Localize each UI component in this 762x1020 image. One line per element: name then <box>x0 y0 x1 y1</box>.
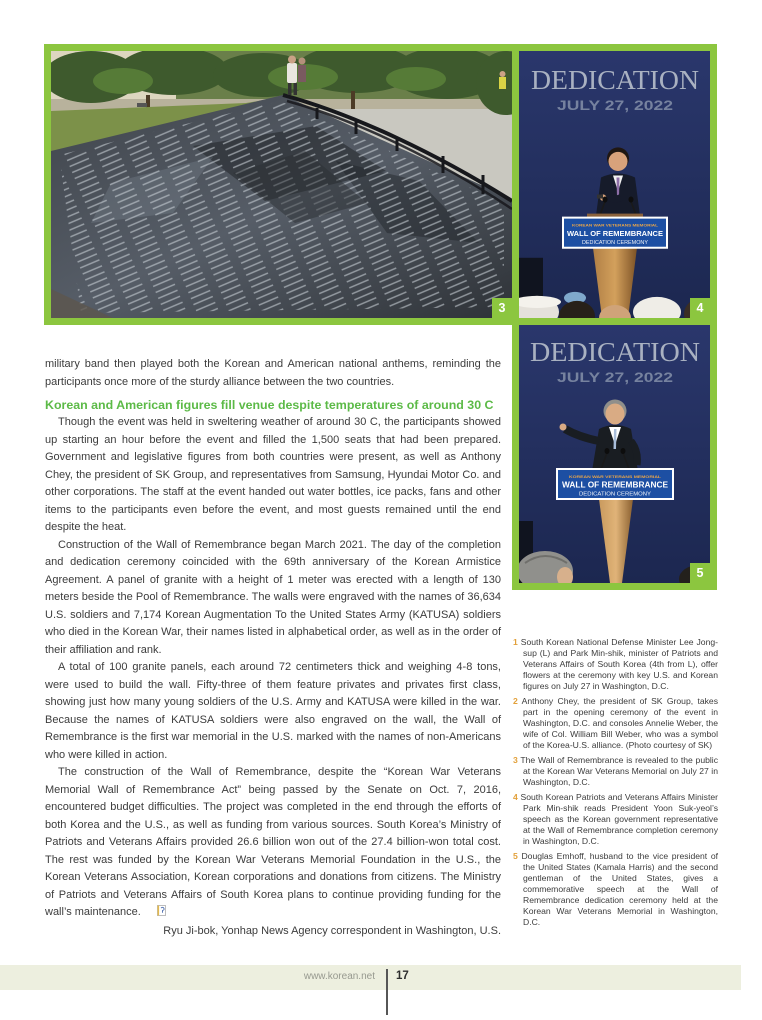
footer-page-number: 17 <box>396 970 409 982</box>
ceremony-photo-illustration <box>519 325 710 583</box>
article-paragraph-text: The construction of the Wall of Remembrance, despite the “Korean War Veterans Memorial Wall of Remembrance Act” being passed by the Senate on Oct. 7, 2016, encountered budget difficulties. The project was completed in the end through the efforts of both Korea and the U.S., as well as funding from various sources. South Korea’s Ministry of Patriots and Veterans Affairs provided 26.6 billion won out of the 27.4 billion-won total cost. The rest was funded by the Korean War Veterans Memorial Foundation in the U.S., the Korean Veterans Association, Korean corporations and donations from citizens. The Ministry of Patriots and Veterans Affairs of South Korea plans to continue providing funding for the wall’s maintenance. <box>45 766 501 918</box>
podium-sign-line3: DEDICATION CEREMONY <box>582 240 649 247</box>
article-paragraph: Though the event was held in sweltering weather of around 30 C, the participants showed up starting an hour before the event and filled the 1,500 seats that had been prepared. Government and legislative figures from both countries were present, as well as Anthony Chey, the president of SK Group, and representatives from Samsung, Hyundai Motor Co. and other corporations. The staff at the event handed out water bottles, ice packs, fans and other items to the participants even before the event, and most guests remained until the end despite the heat. <box>45 416 501 533</box>
photo-caption <box>513 637 718 692</box>
caption-number: 2 <box>513 696 518 706</box>
caption-text: South Korean Patriots and Veterans Affairs Minister Park Min-shik reads President Yoon Suk-yeol’s speech as the Korean government representative at the Wall of Remembrance completion ceremony in Washington, D.C. <box>520 792 719 846</box>
photo-number-badge: 5 <box>690 563 710 583</box>
footer-divider <box>386 969 388 1015</box>
article-paragraph: A total of 100 granite panels, each around 72 centimeters thick and weighing 4-8 tons, were used to build the wall. Fifty-three of them feature privates and privates first class, showing just how many young soldiers of the U.S. Army and KATUSA were killed in the war. Because the names of KATUSA soldiers were also engraved on the wall, the Wall of Remembrance is the first war memorial in the U.S. marked with the names of non-Americans who were killed in action. <box>45 661 501 761</box>
podium-sign-line1: KOREAN WAR VETERANS MEMORIAL <box>569 474 662 479</box>
photo-number-badge: 4 <box>690 298 710 318</box>
caption-text: Douglas Emhoff, husband to the vice president of the United States (Kamala Harris) and the second gentleman of the United States, gives a commemorative speech at the Wall of Remembrance dedication ceremony held at the Korean War Veterans Memorial in Washington, D.C. <box>521 851 718 927</box>
photo-caption <box>513 755 718 788</box>
photo-wall-of-remembrance <box>51 51 512 318</box>
backdrop-date-text: JULY 27, 2022 <box>557 369 674 385</box>
article-body <box>45 356 501 940</box>
photo-caption <box>513 696 718 751</box>
photo-captions-list <box>513 637 718 932</box>
caption-number: 3 <box>513 755 518 765</box>
caption-text: Anthony Chey, the president of SK Group, takes part in the opening ceremony of the event in Washington, D.C. and consoles Annelie Weber, the wife of Col. William Bill Weber, who was a symbol of the Korea-U.S. alliance. (Photo courtesy of SK) <box>521 696 718 750</box>
photo-grid-frame <box>44 44 717 325</box>
photo-number-badge: 3 <box>492 298 512 318</box>
caption-number: 1 <box>513 637 518 647</box>
podium-sign-line2: WALL OF REMEMBRANCE <box>567 229 663 239</box>
caption-number: 4 <box>513 792 518 802</box>
caption-text: The Wall of Remembrance is revealed to the public at the Korean War Veterans Memorial on July 27 in Washington, D.C. <box>520 755 718 787</box>
podium-sign-line1: KOREAN WAR VETERANS MEMORIAL <box>572 222 659 228</box>
memorial-wall-photo-illustration <box>51 51 512 318</box>
article-paragraph: Construction of the Wall of Remembrance began March 2021. The day of the completion and dedication ceremony coincided with the 69th anniversary of the Korean Armistice Agreement. A panel of granite with a height of 1 meter was erected with a length of 130 meters beside the Pool of Remembrance. The walls were engraved with the names of 36,634 U.S. soldiers and 7,174 Korean Augmentation To the United States Army (KATUSA) soldiers who died in the Korean War, their names listed in alphabetical order, as well as in the order of their affiliation and rank. <box>45 538 501 656</box>
footer-site-url: www.korean.net <box>303 971 375 982</box>
backdrop-title-text: DEDICATION <box>531 65 699 96</box>
photo-dedication-ceremony-emhoff <box>519 325 710 583</box>
backdrop-title-text: DEDICATION <box>530 337 700 367</box>
ceremony-photo-illustration <box>519 51 710 318</box>
article-paragraph <box>45 764 501 923</box>
podium-sign-line2: WALL OF REMEMBRANCE <box>562 480 668 490</box>
article-byline: Ryu Ji-bok, Yonhap News Agency correspondent in Washington, U.S. <box>163 924 501 937</box>
photo-caption <box>513 792 718 847</box>
photo-dedication-ceremony-minister <box>519 51 710 318</box>
section-heading: Korean and American figures fill venue despite temperatures of around 30 C <box>45 398 494 412</box>
caption-number: 5 <box>513 851 518 861</box>
podium-sign-line3: DEDICATION CEREMONY <box>579 491 652 498</box>
article-end-mark-icon <box>144 905 166 923</box>
article-lead-continuation: military band then played both the Korean and American national anthems, reminding the participants once more of the sturdy alliance between the two countries. <box>45 358 501 388</box>
photo-frame-bottom <box>512 325 717 590</box>
caption-text: South Korean National Defense Minister Lee Jong-sup (L) and Park Min-shik, minister of Patriots and Veterans Affairs of South Korea (4th from L), offer flowers at the ceremony with key U.S. and Korean figures on July 27 in Washington, D.C. <box>520 637 719 691</box>
backdrop-date-text: JULY 27, 2022 <box>557 97 674 114</box>
photo-caption <box>513 851 718 928</box>
